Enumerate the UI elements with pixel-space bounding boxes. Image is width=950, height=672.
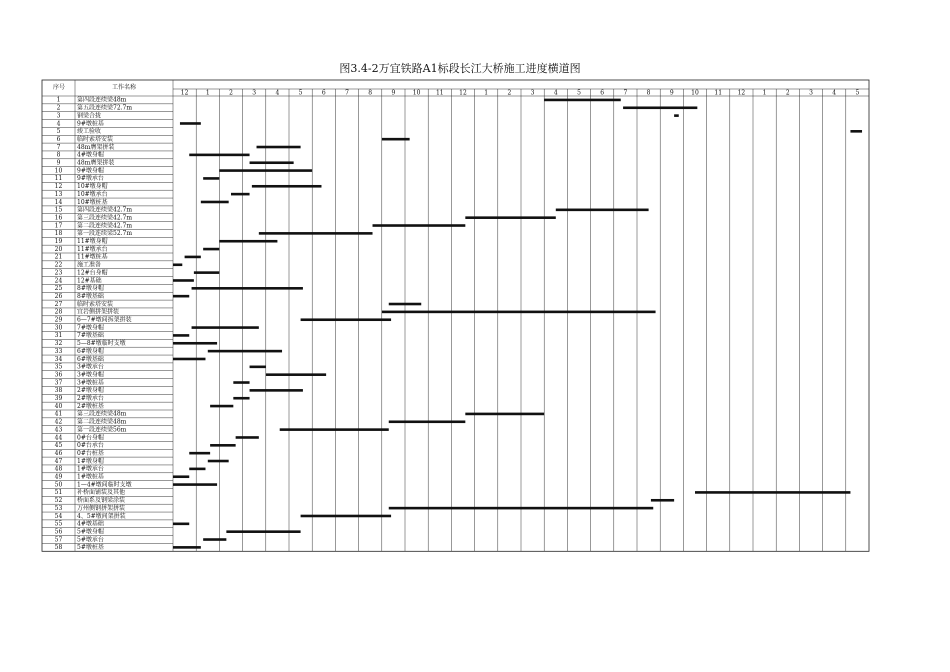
task-name: 补桥面铺装及其他 [77,489,126,497]
task-bar [250,389,303,392]
task-bar [173,342,217,345]
timeline-label: 9 [391,89,396,97]
task-bar [173,295,189,298]
task-name: 临时索塔安装 [77,300,114,308]
task-bar [173,475,189,478]
timeline-label: 2 [229,89,233,97]
timeline-label: 3 [252,89,257,97]
timeline-label: 3 [530,89,535,97]
task-name: 11#墩桩基 [77,253,108,261]
task-name: 10#墩身帽 [77,183,108,191]
task-name: 10#墩承台 [77,190,108,198]
task-number: 16 [54,214,63,222]
task-name: 5#墩承台 [77,536,104,544]
task-number: 25 [54,285,63,293]
timeline-label: 10 [412,89,421,97]
table-header [53,83,137,91]
timeline-label: 1 [762,89,767,97]
task-name: 6#墩身帽 [77,347,104,355]
timeline-label: 11 [714,89,723,97]
task-bar [373,224,466,227]
task-number: 52 [54,497,63,505]
timeline-label: 7 [623,89,628,97]
task-bar [233,397,249,400]
task-name: 1#墩桩基 [77,473,104,481]
task-number: 53 [54,504,63,512]
task-name: 5#墩身帽 [77,528,104,536]
task-name: 2#墩承台 [77,395,104,402]
task-name: 7#墩身帽 [77,324,104,332]
task-name: 6—7#墩间拆架拼装 [77,316,132,324]
task-number: 32 [54,340,63,348]
task-number: 46 [54,449,63,457]
task-bar [389,420,466,423]
task-number: 56 [54,528,63,536]
timeline-label: 5 [855,89,860,97]
task-bar [226,530,300,533]
task-name: 9#墩身帽 [77,167,104,175]
timeline-label: 5 [577,89,581,97]
task-bar [201,201,229,204]
task-number: 5 [56,128,61,136]
task-bar [219,169,312,172]
task-number: 13 [54,190,63,198]
task-bar [252,185,322,188]
task-number: 33 [54,347,63,355]
task-number: 55 [54,520,63,528]
task-number: 43 [54,426,63,434]
task-name: 48m膺架拼装 [77,159,115,167]
task-bar [192,287,303,290]
timeline-label: 4 [553,89,558,97]
task-number: 44 [54,434,63,442]
task-name: 第三段连续梁42.7m [77,214,133,222]
task-bar [623,106,697,109]
task-bar [236,436,259,439]
task-bar [382,311,656,314]
task-name: 2#墩身帽 [77,387,104,395]
task-number: 14 [54,198,63,206]
task-number: 45 [54,442,63,450]
task-number: 1 [56,96,61,104]
timeline-label: 5 [298,89,303,97]
task-name: 0#台身帽 [77,434,104,442]
task-name: 钢梁合拢 [77,112,102,120]
task-bar [173,263,182,266]
task-name: 5#墩桩基 [77,544,104,552]
chart-title: 图3.4-2万宜铁路A1标段长江大桥施工进度横道图 [339,62,581,75]
timeline-label: 10 [691,89,699,97]
task-bar [189,452,210,455]
task-name: 11#墩承台 [77,245,108,253]
task-number: 28 [54,308,63,316]
task-bar [266,373,326,376]
task-number: 10 [54,167,63,175]
task-name: 12#基础 [77,277,102,285]
task-bar [695,491,850,494]
task-name: 0#台承台 [77,442,104,450]
task-number: 39 [54,395,63,402]
task-number: 30 [54,324,63,332]
task-number: 35 [54,363,63,371]
task-number: 48 [54,465,63,473]
task-bars [173,99,862,549]
task-name: 第三段连续梁48m [77,410,127,418]
timeline-label: 6 [321,89,326,97]
task-name: 1#墩身帽 [77,457,104,465]
task-name: 万州侧钢拼架拼装 [77,504,126,512]
task-number: 31 [54,332,63,340]
task-number: 12 [54,183,63,191]
task-name: 3#墩承台 [77,363,104,371]
task-number: 36 [54,371,63,379]
task-number: 6 [56,135,61,143]
task-name: 第二段连续梁48m [77,418,127,426]
column-header-number: 序号 [52,84,66,91]
task-name: 8#墩基础 [77,292,104,300]
task-number: 15 [54,206,63,214]
task-name: 1#墩承台 [77,465,104,473]
task-bar [250,366,266,369]
task-number: 40 [54,402,63,410]
timeline-label: 2 [785,89,790,97]
task-bar [544,99,621,102]
task-rows [42,96,173,551]
task-number: 4 [56,120,61,128]
task-number: 11 [54,175,63,183]
task-number: 47 [54,457,63,465]
column-header-task: 工作名称 [111,84,137,91]
task-name: 桥面系及钢梁涂装 [77,497,126,505]
task-number: 50 [54,481,63,489]
task-bar [210,444,236,447]
task-name: 0#台桩基 [77,449,104,457]
task-bar [208,350,282,353]
task-name: 施工准备 [77,261,102,269]
timeline-label: 1 [484,89,489,97]
task-number: 54 [54,512,63,520]
timeline-header [181,89,860,551]
timeline-label: 11 [435,89,444,97]
task-name: 第二段连续梁42.7m [77,222,133,230]
timeline-label: 12 [459,89,467,97]
task-number: 2 [56,104,61,112]
task-number: 41 [54,410,63,418]
task-bar [189,468,205,471]
timeline-label: 12 [180,89,189,97]
task-name: 第四段连续梁42.7m [77,206,133,214]
task-bar [674,114,679,117]
task-name: 竣工验收 [77,128,102,136]
task-bar [301,515,391,518]
task-name: 第一段连续梁56m [77,426,127,434]
timeline-label: 12 [737,89,746,97]
task-bar [389,507,653,510]
task-bar [389,303,421,306]
task-bar [651,499,674,502]
task-number: 8 [56,151,61,159]
task-name: 6#墩基础 [77,355,104,363]
task-number: 58 [54,544,63,552]
task-number: 9 [56,159,61,167]
task-bar [173,546,201,549]
task-number: 42 [54,418,63,426]
timeline-label: 8 [368,89,373,97]
task-number: 18 [54,230,63,238]
task-bar [173,334,189,337]
task-name: 临时索塔安装 [77,135,114,143]
task-name: 10#墩桩基 [77,198,108,206]
task-name: 9#墩桩基 [77,120,104,128]
task-name: 1—4#墩间临时支墩 [77,481,132,489]
task-name: 4#墩身帽 [77,151,104,159]
task-bar [189,154,249,157]
task-number: 34 [54,355,63,363]
task-name: 4、5#墩间架拼装 [77,512,126,520]
task-name: 5—8#墩临时支墩 [77,340,126,348]
task-number: 29 [54,316,63,324]
task-bar [231,193,250,196]
task-bar [233,381,249,384]
task-name: 宜岩侧拼架拼装 [77,308,120,316]
task-number: 20 [54,245,63,253]
task-number: 21 [54,253,63,261]
task-name: 3#墩身帽 [77,371,104,379]
timeline-label: 6 [600,89,605,97]
task-bar [257,146,301,149]
timeline-label: 3 [809,89,813,97]
task-number: 57 [54,536,63,544]
task-bar [259,232,373,235]
task-name: 第一段连续梁52.7m [77,230,133,238]
timeline-label: 4 [832,89,837,97]
task-bar [210,405,233,408]
task-bar [465,216,555,219]
task-number: 19 [54,238,63,245]
task-bar [280,428,389,431]
task-bar [173,358,205,361]
task-bar [173,483,217,486]
task-number: 38 [54,387,63,395]
task-name: 3#墩桩基 [77,379,104,387]
task-name: 4#墩基础 [77,520,104,528]
task-number: 49 [54,473,63,481]
task-bar [850,130,862,133]
task-name: 第五段连续梁72.7m [77,104,133,112]
timeline-label: 8 [646,89,651,97]
task-number: 51 [54,489,63,497]
task-number: 17 [54,222,63,230]
task-bar [173,279,194,282]
task-number: 37 [54,379,63,387]
timeline-label: 9 [669,89,674,97]
task-bar [556,209,649,212]
task-number: 7 [56,143,61,151]
task-number: 24 [54,277,63,285]
task-name: 48m膺架拼装 [77,143,115,151]
timeline-label: 7 [345,89,349,97]
timeline-label: 2 [507,89,512,97]
timeline-label: 4 [275,89,280,97]
task-bar [173,523,189,526]
task-number: 22 [54,261,63,269]
task-number: 23 [54,269,63,277]
task-bar [219,240,277,243]
task-name: 11#墩身帽 [77,238,108,245]
task-name: 7#墩基础 [77,332,104,340]
task-number: 3 [56,112,61,120]
task-name: 8#墩身帽 [77,285,104,293]
task-bar [185,256,201,259]
task-bar [208,460,229,463]
task-bar [203,248,219,251]
task-name: 12#台身帽 [77,269,108,277]
timeline-label: 1 [205,89,210,97]
task-bar [250,161,294,164]
task-name: 第四段连续梁48m [77,96,127,104]
task-bar [382,138,410,141]
task-bar [194,271,220,274]
task-number: 27 [54,300,63,308]
task-bar [192,326,259,329]
task-bar [180,122,201,125]
task-bar [465,413,544,416]
task-bar [203,177,219,180]
task-bar [203,538,226,541]
task-number: 26 [54,292,63,300]
task-name: 9#墩承台 [77,175,104,183]
task-name: 2#墩桩基 [77,402,104,410]
task-bar [301,318,391,321]
